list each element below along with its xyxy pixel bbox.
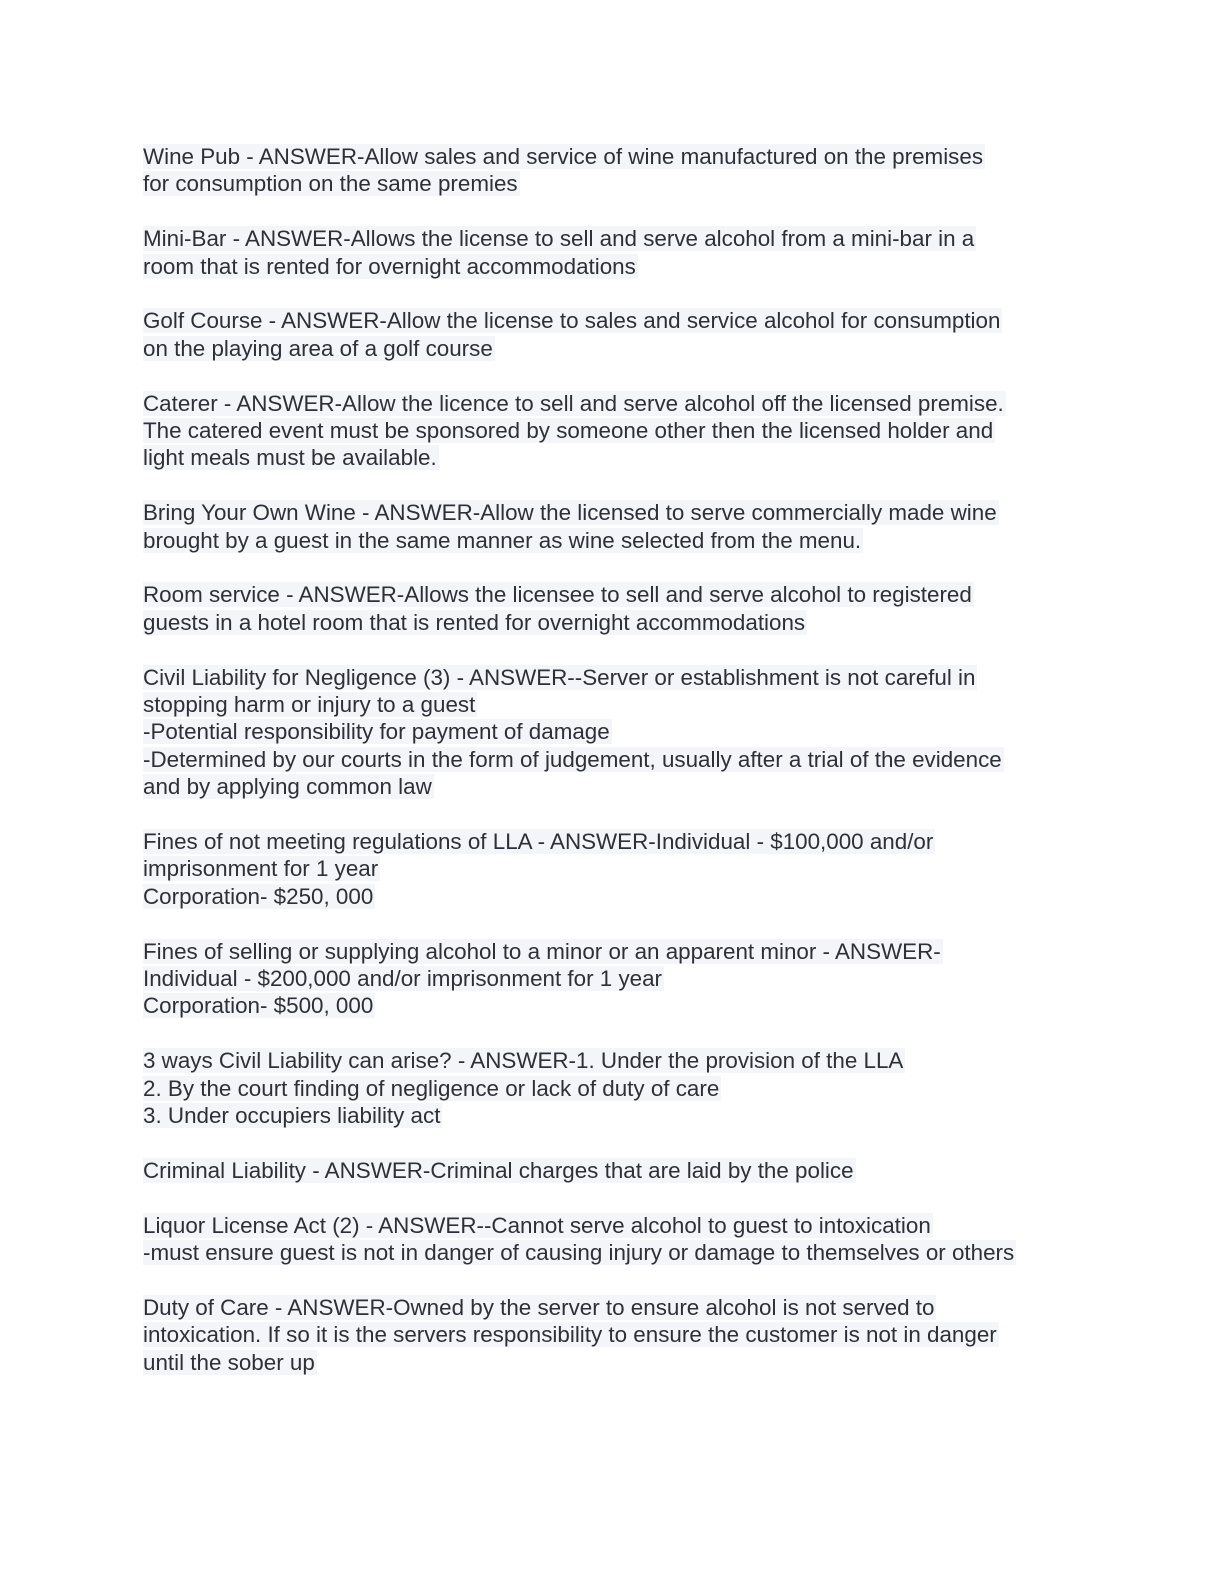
entry-line: Civil Liability for Negligence (3) - ANSWER--Server or establishment is not careful in (143, 664, 976, 690)
entry-line: 3 ways Civil Liability can arise? - ANSWER-1. Under the provision of the LLA (143, 1048, 904, 1074)
entry-line: 3. Under occupiers liability act (143, 1103, 441, 1129)
entry-line: Fines of not meeting regulations of LLA - ANSWER-Individual - $100,000 and/or (143, 829, 934, 855)
entry-duty-of-care (143, 1294, 1083, 1376)
entry-criminal-liability (143, 1157, 1083, 1184)
entry-line: for consumption on the same premies (143, 171, 518, 197)
entry-line: Wine Pub - ANSWER-Allow sales and service of wine manufactured on the premises (143, 144, 984, 169)
entry-line: The catered event must be sponsored by someone other then the licensed holder and (143, 418, 994, 444)
entry-line: until the sober up (143, 1349, 315, 1375)
entry-line: Room service - ANSWER-Allows the licensee to sell and serve alcohol to registered (143, 582, 972, 608)
entry-bring-your-own-wine (143, 499, 1083, 554)
entry-mini-bar (143, 225, 1083, 280)
entry-line: -Determined by our courts in the form of judgement, usually after a trial of the evidence (143, 746, 1002, 772)
entry-line: Corporation- $500, 000 (143, 993, 374, 1019)
entry-line: Liquor License Act (2) - ANSWER--Cannot serve alcohol to guest to intoxication (143, 1212, 931, 1238)
entry-line: guests in a hotel room that is rented for overnight accommodations (143, 609, 806, 635)
entry-room-service (143, 581, 1083, 636)
entry-line: on the playing area of a golf course (143, 335, 493, 361)
entry-line: Corporation- $250, 000 (143, 883, 374, 909)
entry-line: 2. By the court finding of negligence or lack of duty of care (143, 1075, 720, 1101)
entry-line: light meals must be available. (143, 445, 437, 471)
entry-line: imprisonment for 1 year (143, 856, 379, 882)
entry-line: Individual - $200,000 and/or imprisonment for 1 year (143, 966, 663, 992)
entry-caterer (143, 390, 1083, 472)
entry-line: stopping harm or injury to a guest (143, 692, 476, 718)
entry-line: Criminal Liability - ANSWER-Criminal charges that are laid by the police (143, 1157, 854, 1183)
entry-line: -Potential responsibility for payment of damage (143, 719, 610, 745)
entry-line: Caterer - ANSWER-Allow the licence to sell and serve alcohol off the licensed premise. (143, 390, 1004, 416)
entry-line: brought by a guest in the same manner as wine selected from the menu. (143, 527, 862, 553)
flashcard-list (143, 143, 1083, 1403)
entry-line: Golf Course - ANSWER-Allow the license to sales and service alcohol for consumption (143, 308, 1001, 334)
entry-line: -must ensure guest is not in danger of causing injury or damage to themselves or others (143, 1240, 1015, 1266)
entry-civil-liability-negligence (143, 664, 1083, 801)
entry-three-ways-civil-liability (143, 1047, 1083, 1129)
entry-line: room that is rented for overnight accommodations (143, 253, 636, 279)
entry-liquor-license-act (143, 1212, 1083, 1267)
entry-fines-lla (143, 828, 1083, 910)
entry-line: and by applying common law (143, 774, 432, 800)
entry-line: Duty of Care - ANSWER-Owned by the server to ensure alcohol is not served to (143, 1294, 935, 1320)
entry-line: Fines of selling or supplying alcohol to a minor or an apparent minor - ANSWER- (143, 938, 941, 964)
entry-golf-course (143, 307, 1083, 362)
entry-line: intoxication. If so it is the servers responsibility to ensure the customer is not in danger (143, 1322, 997, 1348)
entry-line: Mini-Bar - ANSWER-Allows the license to sell and serve alcohol from a mini-bar in a (143, 226, 975, 252)
entry-wine-pub (143, 143, 1083, 198)
entry-fines-minor (143, 938, 1083, 1020)
entry-line: Bring Your Own Wine - ANSWER-Allow the licensed to serve commercially made wine (143, 500, 997, 526)
